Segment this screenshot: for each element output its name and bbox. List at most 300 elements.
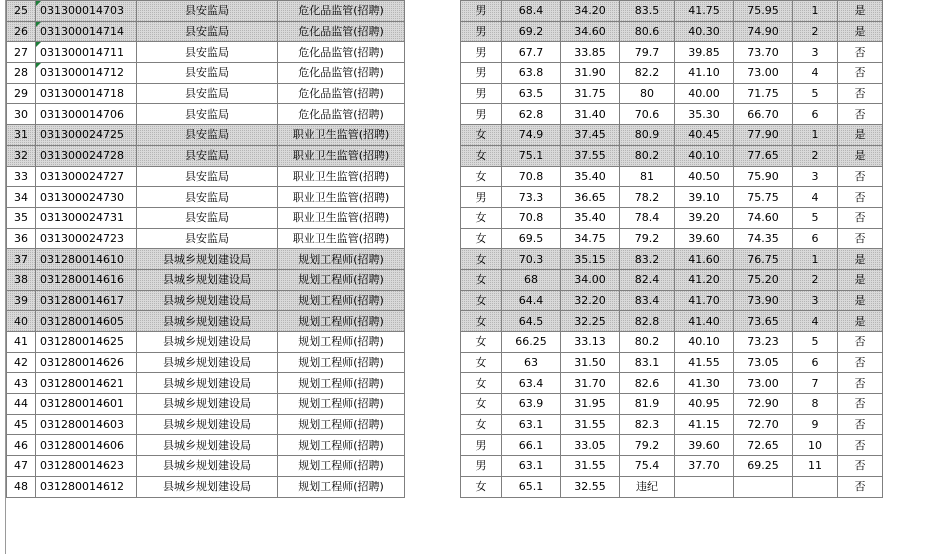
seq-cell[interactable]: [7, 42, 36, 63]
interview-converted-cell[interactable]: [675, 249, 734, 270]
interview-converted-cell[interactable]: [675, 228, 734, 249]
total-score-cell[interactable]: [734, 352, 793, 373]
interview-score-cell[interactable]: [620, 352, 675, 373]
gender-cell[interactable]: [461, 249, 502, 270]
unit-text: 县城乡规划建设局: [163, 397, 251, 411]
written-score-text: 74.9: [518, 128, 544, 142]
position-cell[interactable]: [278, 125, 405, 146]
total-score-cell[interactable]: [734, 42, 793, 63]
pass-cell[interactable]: [838, 1, 883, 22]
written-converted-cell[interactable]: [561, 394, 620, 415]
pass-cell[interactable]: [838, 166, 883, 187]
interview-score-cell[interactable]: [620, 187, 675, 208]
gender-cell[interactable]: [461, 145, 502, 166]
total-score-cell[interactable]: [734, 1, 793, 22]
gender-cell[interactable]: [461, 83, 502, 104]
seq-cell[interactable]: [7, 311, 36, 332]
seq-cell[interactable]: [7, 414, 36, 435]
total-score-cell[interactable]: [734, 63, 793, 84]
pass-cell[interactable]: [838, 63, 883, 84]
interview-score-cell[interactable]: [620, 1, 675, 22]
written-converted-cell[interactable]: [561, 352, 620, 373]
written-score-cell[interactable]: [502, 83, 561, 104]
total-score-cell[interactable]: [734, 145, 793, 166]
written-score-cell[interactable]: [502, 269, 561, 290]
interview-converted-cell[interactable]: [675, 166, 734, 187]
candidate-id-cell[interactable]: [36, 456, 137, 477]
unit-cell[interactable]: [137, 166, 278, 187]
position-cell[interactable]: [278, 352, 405, 373]
unit-cell[interactable]: [137, 1, 278, 22]
written-converted-cell[interactable]: [561, 332, 620, 353]
unit-cell[interactable]: [137, 414, 278, 435]
unit-cell[interactable]: [137, 311, 278, 332]
gender-cell[interactable]: [461, 435, 502, 456]
interview-score-cell[interactable]: [620, 290, 675, 311]
written-score-cell[interactable]: [502, 332, 561, 353]
position-cell[interactable]: [278, 63, 405, 84]
candidate-id-cell[interactable]: [36, 187, 137, 208]
gender-cell[interactable]: [461, 207, 502, 228]
rank-cell[interactable]: [793, 373, 838, 394]
candidate-id-cell[interactable]: [36, 249, 137, 270]
interview-converted-cell[interactable]: [675, 125, 734, 146]
seq-cell[interactable]: [7, 145, 36, 166]
rank-cell[interactable]: [793, 332, 838, 353]
rank-cell[interactable]: [793, 476, 838, 497]
gender-cell[interactable]: [461, 1, 502, 22]
gender-cell[interactable]: [461, 332, 502, 353]
unit-cell[interactable]: [137, 332, 278, 353]
gender-cell[interactable]: [461, 311, 502, 332]
written-converted-cell[interactable]: [561, 21, 620, 42]
gender-text: 女: [475, 335, 487, 349]
pass-cell[interactable]: [838, 332, 883, 353]
position-cell[interactable]: [278, 373, 405, 394]
candidate-id-cell[interactable]: [36, 332, 137, 353]
pass-cell[interactable]: [838, 269, 883, 290]
written-score-cell[interactable]: [502, 435, 561, 456]
rank-cell[interactable]: [793, 21, 838, 42]
rank-cell[interactable]: [793, 249, 838, 270]
rank-cell[interactable]: [793, 166, 838, 187]
unit-cell[interactable]: [137, 187, 278, 208]
interview-score-cell[interactable]: [620, 228, 675, 249]
gender-cell[interactable]: [461, 269, 502, 290]
pass-cell[interactable]: [838, 414, 883, 435]
written-score-cell[interactable]: [502, 166, 561, 187]
pass-cell[interactable]: [838, 476, 883, 497]
rank-cell[interactable]: [793, 228, 838, 249]
interview-score-cell[interactable]: [620, 207, 675, 228]
seq-cell[interactable]: [7, 394, 36, 415]
written-score-cell[interactable]: [502, 187, 561, 208]
interview-score-cell[interactable]: [620, 394, 675, 415]
unit-cell[interactable]: [137, 83, 278, 104]
gender-cell[interactable]: [461, 228, 502, 249]
position-cell[interactable]: [278, 394, 405, 415]
pass-cell[interactable]: [838, 125, 883, 146]
seq-cell[interactable]: [7, 269, 36, 290]
written-score-text: 73.3: [518, 190, 544, 204]
rank-cell[interactable]: [793, 125, 838, 146]
position-cell[interactable]: [278, 207, 405, 228]
written-score-cell[interactable]: [502, 228, 561, 249]
interview-converted-cell[interactable]: [675, 435, 734, 456]
interview-converted-cell[interactable]: [675, 83, 734, 104]
candidate-id-cell[interactable]: [36, 394, 137, 415]
written-converted-cell[interactable]: [561, 125, 620, 146]
total-score-cell[interactable]: [734, 125, 793, 146]
interview-converted-cell[interactable]: [675, 311, 734, 332]
seq-cell[interactable]: [7, 166, 36, 187]
seq-cell[interactable]: [7, 104, 36, 125]
candidate-id-text: 031280014617: [40, 293, 124, 307]
interview-score-cell[interactable]: [620, 373, 675, 394]
total-score-cell[interactable]: [734, 104, 793, 125]
unit-cell[interactable]: [137, 435, 278, 456]
interview-score-cell[interactable]: [620, 249, 675, 270]
written-score-cell[interactable]: [502, 249, 561, 270]
rank-cell[interactable]: [793, 207, 838, 228]
written-converted-cell[interactable]: [561, 249, 620, 270]
written-converted-cell[interactable]: [561, 290, 620, 311]
unit-cell[interactable]: [137, 42, 278, 63]
position-cell[interactable]: [278, 187, 405, 208]
total-score-cell[interactable]: [734, 21, 793, 42]
candidate-id-cell[interactable]: [36, 166, 137, 187]
interview-score-cell[interactable]: [620, 125, 675, 146]
interview-converted-cell[interactable]: [675, 394, 734, 415]
seq-cell[interactable]: [7, 1, 36, 22]
candidate-id-cell[interactable]: [36, 476, 137, 497]
gender-cell[interactable]: [461, 290, 502, 311]
position-cell[interactable]: [278, 42, 405, 63]
unit-cell[interactable]: [137, 456, 278, 477]
position-cell[interactable]: [278, 1, 405, 22]
total-score-cell[interactable]: [734, 414, 793, 435]
table-row: [7, 290, 405, 311]
position-cell[interactable]: [278, 228, 405, 249]
gender-cell[interactable]: [461, 394, 502, 415]
gender-cell[interactable]: [461, 476, 502, 497]
unit-cell[interactable]: [137, 207, 278, 228]
written-converted-cell[interactable]: [561, 456, 620, 477]
pass-cell[interactable]: [838, 228, 883, 249]
gender-cell[interactable]: [461, 166, 502, 187]
total-score-cell[interactable]: [734, 456, 793, 477]
interview-score-cell[interactable]: [620, 435, 675, 456]
interview-converted-cell[interactable]: [675, 21, 734, 42]
position-text: 危化品监管(招聘): [298, 87, 384, 101]
written-converted-cell[interactable]: [561, 1, 620, 22]
candidate-id-cell[interactable]: [36, 373, 137, 394]
written-converted-cell[interactable]: [561, 187, 620, 208]
candidate-id-cell[interactable]: [36, 42, 137, 63]
interview-converted-cell[interactable]: [675, 1, 734, 22]
written-converted-text: 35.40: [574, 211, 606, 225]
unit-cell[interactable]: [137, 63, 278, 84]
total-score-cell[interactable]: [734, 269, 793, 290]
seq-cell[interactable]: [7, 187, 36, 208]
unit-cell[interactable]: [137, 21, 278, 42]
pass-cell[interactable]: [838, 373, 883, 394]
interview-score-cell[interactable]: [620, 456, 675, 477]
seq-cell[interactable]: [7, 352, 36, 373]
rank-cell[interactable]: [793, 42, 838, 63]
pass-cell[interactable]: [838, 352, 883, 373]
written-score-cell[interactable]: [502, 456, 561, 477]
interview-score-cell[interactable]: [620, 414, 675, 435]
written-converted-cell[interactable]: [561, 228, 620, 249]
written-score-cell[interactable]: [502, 104, 561, 125]
unit-cell[interactable]: [137, 228, 278, 249]
written-converted-cell[interactable]: [561, 83, 620, 104]
written-converted-cell[interactable]: [561, 311, 620, 332]
position-cell[interactable]: [278, 456, 405, 477]
total-score-cell[interactable]: [734, 311, 793, 332]
candidate-id-cell[interactable]: [36, 228, 137, 249]
pass-cell[interactable]: [838, 145, 883, 166]
written-score-cell[interactable]: [502, 42, 561, 63]
interview-score-cell[interactable]: [620, 476, 675, 497]
gender-cell[interactable]: [461, 21, 502, 42]
pass-cell[interactable]: [838, 290, 883, 311]
unit-cell[interactable]: [137, 269, 278, 290]
pass-cell[interactable]: [838, 456, 883, 477]
position-cell[interactable]: [278, 414, 405, 435]
written-score-cell[interactable]: [502, 476, 561, 497]
unit-cell[interactable]: [137, 352, 278, 373]
interview-score-cell[interactable]: [620, 269, 675, 290]
candidate-id-cell[interactable]: [36, 269, 137, 290]
position-cell[interactable]: [278, 249, 405, 270]
pass-cell[interactable]: [838, 207, 883, 228]
pass-cell[interactable]: [838, 187, 883, 208]
pass-cell[interactable]: [838, 104, 883, 125]
seq-cell[interactable]: [7, 476, 36, 497]
interview-score-cell[interactable]: [620, 311, 675, 332]
position-cell[interactable]: [278, 476, 405, 497]
total-score-cell[interactable]: [734, 228, 793, 249]
unit-cell[interactable]: [137, 145, 278, 166]
pass-cell[interactable]: [838, 435, 883, 456]
seq-cell[interactable]: [7, 21, 36, 42]
total-score-cell[interactable]: [734, 476, 793, 497]
gender-cell[interactable]: [461, 456, 502, 477]
interview-score-cell[interactable]: [620, 145, 675, 166]
seq-cell[interactable]: [7, 83, 36, 104]
seq-cell[interactable]: [7, 207, 36, 228]
gender-cell[interactable]: [461, 373, 502, 394]
pass-cell[interactable]: [838, 42, 883, 63]
written-converted-cell[interactable]: [561, 145, 620, 166]
written-score-cell[interactable]: [502, 414, 561, 435]
written-converted-cell[interactable]: [561, 63, 620, 84]
total-score-cell[interactable]: [734, 187, 793, 208]
rank-cell[interactable]: [793, 83, 838, 104]
rank-text: 4: [811, 314, 819, 328]
rank-cell[interactable]: [793, 104, 838, 125]
total-score-cell[interactable]: [734, 249, 793, 270]
interview-score-cell[interactable]: [620, 166, 675, 187]
interview-converted-cell[interactable]: [675, 207, 734, 228]
interview-converted-cell[interactable]: [675, 352, 734, 373]
rank-cell[interactable]: [793, 187, 838, 208]
interview-converted-cell[interactable]: [675, 269, 734, 290]
rank-cell[interactable]: [793, 290, 838, 311]
candidate-id-cell[interactable]: [36, 435, 137, 456]
interview-converted-cell[interactable]: [675, 476, 734, 497]
written-score-cell[interactable]: [502, 373, 561, 394]
position-cell[interactable]: [278, 269, 405, 290]
written-converted-cell[interactable]: [561, 42, 620, 63]
rank-cell[interactable]: [793, 311, 838, 332]
written-converted-cell[interactable]: [561, 166, 620, 187]
written-score-cell[interactable]: [502, 63, 561, 84]
seq-cell[interactable]: [7, 228, 36, 249]
position-cell[interactable]: [278, 166, 405, 187]
total-score-cell[interactable]: [734, 166, 793, 187]
gender-cell[interactable]: [461, 414, 502, 435]
total-score-cell[interactable]: [734, 332, 793, 353]
total-score-cell[interactable]: [734, 394, 793, 415]
written-score-cell[interactable]: [502, 290, 561, 311]
candidate-id-cell[interactable]: [36, 83, 137, 104]
written-converted-cell[interactable]: [561, 104, 620, 125]
seq-cell[interactable]: [7, 435, 36, 456]
unit-cell[interactable]: [137, 125, 278, 146]
written-converted-cell[interactable]: [561, 373, 620, 394]
seq-cell[interactable]: [7, 290, 36, 311]
interview-converted-cell[interactable]: [675, 63, 734, 84]
written-converted-cell[interactable]: [561, 207, 620, 228]
written-score-cell[interactable]: [502, 311, 561, 332]
interview-converted-cell[interactable]: [675, 456, 734, 477]
interview-score-cell[interactable]: [620, 83, 675, 104]
written-score-cell[interactable]: [502, 352, 561, 373]
candidate-id-cell[interactable]: [36, 414, 137, 435]
total-score-cell[interactable]: [734, 435, 793, 456]
gender-cell[interactable]: [461, 352, 502, 373]
total-score-cell[interactable]: [734, 290, 793, 311]
candidate-id-cell[interactable]: [36, 63, 137, 84]
rank-cell[interactable]: [793, 435, 838, 456]
interview-score-cell[interactable]: [620, 21, 675, 42]
rank-cell[interactable]: [793, 394, 838, 415]
pass-cell[interactable]: [838, 311, 883, 332]
gender-cell[interactable]: [461, 187, 502, 208]
gender-cell[interactable]: [461, 63, 502, 84]
unit-cell[interactable]: [137, 290, 278, 311]
candidate-id-cell[interactable]: [36, 1, 137, 22]
seq-cell[interactable]: [7, 456, 36, 477]
seq-cell[interactable]: [7, 373, 36, 394]
written-converted-cell[interactable]: [561, 414, 620, 435]
rank-cell[interactable]: [793, 414, 838, 435]
written-converted-cell[interactable]: [561, 435, 620, 456]
rank-cell[interactable]: [793, 456, 838, 477]
gender-cell[interactable]: [461, 125, 502, 146]
total-score-cell[interactable]: [734, 83, 793, 104]
candidate-id-cell[interactable]: [36, 207, 137, 228]
position-cell[interactable]: [278, 21, 405, 42]
written-score-cell[interactable]: [502, 207, 561, 228]
candidate-id-cell[interactable]: [36, 125, 137, 146]
position-cell[interactable]: [278, 290, 405, 311]
interview-converted-cell[interactable]: [675, 42, 734, 63]
total-score-cell[interactable]: [734, 373, 793, 394]
unit-cell[interactable]: [137, 476, 278, 497]
candidate-id-cell[interactable]: [36, 21, 137, 42]
unit-cell[interactable]: [137, 394, 278, 415]
unit-cell[interactable]: [137, 104, 278, 125]
gender-cell[interactable]: [461, 104, 502, 125]
written-score-text: 63.4: [518, 376, 544, 390]
interview-converted-cell[interactable]: [675, 332, 734, 353]
position-cell[interactable]: [278, 332, 405, 353]
interview-score-cell[interactable]: [620, 332, 675, 353]
written-score-cell[interactable]: [502, 394, 561, 415]
candidate-id-cell[interactable]: [36, 290, 137, 311]
unit-cell[interactable]: [137, 373, 278, 394]
pass-cell[interactable]: [838, 21, 883, 42]
interview-score-cell[interactable]: [620, 42, 675, 63]
candidate-id-cell[interactable]: [36, 145, 137, 166]
seq-cell[interactable]: [7, 125, 36, 146]
written-score-cell[interactable]: [502, 125, 561, 146]
written-score-cell[interactable]: [502, 1, 561, 22]
candidate-id-cell[interactable]: [36, 104, 137, 125]
written-converted-cell[interactable]: [561, 476, 620, 497]
seq-cell[interactable]: [7, 332, 36, 353]
interview-score-cell[interactable]: [620, 63, 675, 84]
interview-converted-cell[interactable]: [675, 290, 734, 311]
written-score-cell[interactable]: [502, 145, 561, 166]
rank-cell[interactable]: [793, 269, 838, 290]
position-cell[interactable]: [278, 435, 405, 456]
total-score-cell[interactable]: [734, 207, 793, 228]
candidate-id-cell[interactable]: [36, 311, 137, 332]
interview-converted-cell[interactable]: [675, 104, 734, 125]
unit-cell[interactable]: [137, 249, 278, 270]
interview-converted-cell[interactable]: [675, 414, 734, 435]
interview-converted-cell[interactable]: [675, 373, 734, 394]
candidate-id-cell[interactable]: [36, 352, 137, 373]
seq-cell[interactable]: [7, 63, 36, 84]
error-indicator-icon: [36, 63, 41, 68]
written-score-cell[interactable]: [502, 21, 561, 42]
seq-cell[interactable]: [7, 249, 36, 270]
position-cell[interactable]: [278, 104, 405, 125]
position-cell[interactable]: [278, 145, 405, 166]
interview-converted-cell[interactable]: [675, 145, 734, 166]
rank-cell[interactable]: [793, 1, 838, 22]
position-cell[interactable]: [278, 311, 405, 332]
pass-cell[interactable]: [838, 83, 883, 104]
interview-score-cell[interactable]: [620, 104, 675, 125]
pass-cell[interactable]: [838, 394, 883, 415]
rank-cell[interactable]: [793, 145, 838, 166]
position-cell[interactable]: [278, 83, 405, 104]
gender-text: 男: [475, 87, 487, 101]
interview-converted-cell[interactable]: [675, 187, 734, 208]
rank-cell[interactable]: [793, 352, 838, 373]
written-converted-cell[interactable]: [561, 269, 620, 290]
rank-cell[interactable]: [793, 63, 838, 84]
gender-cell[interactable]: [461, 42, 502, 63]
pass-cell[interactable]: [838, 249, 883, 270]
